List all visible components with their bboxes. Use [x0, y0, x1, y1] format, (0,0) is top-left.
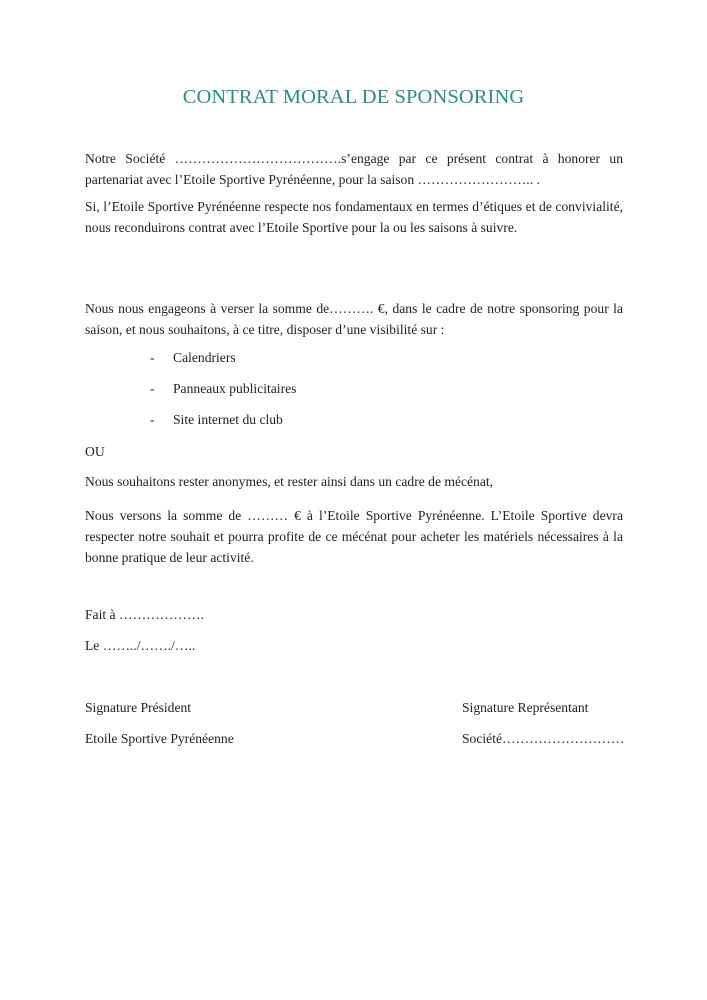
- list-item-label: Site internet du club: [173, 412, 283, 427]
- donation-paragraph: Nous versons la somme de ……… € à l’Etoile Sportive Pyrénéenne. L’Etoile Sportive devra respecter notre souhait et pourra profite de ce mécénat pour acheter les matériels nécessaires à la bonne pratique de leur activité.: [85, 508, 623, 565]
- list-item: [150, 379, 296, 399]
- signature-company-field: Société………………………: [462, 731, 625, 746]
- renewal-paragraph: Si, l’Etoile Sportive Pyrénéenne respecte nos fondamentaux en termes d’étiques et de convivialité, nous reconduirons contrat avec l’Etoile Sportive pour la ou les saisons à suivre.: [85, 199, 623, 235]
- list-bullet: -: [150, 381, 155, 396]
- list-item: [150, 348, 236, 368]
- commitment-paragraph: Nous nous engageons à verser la somme de………. €, dans le cadre de notre sponsoring pour la saison, et nous souhaitons, à ce titre, disposer d’une visibilité sur :: [85, 301, 623, 337]
- list-item: [150, 410, 283, 430]
- signature-representative-label: Signature Représentant: [462, 700, 589, 715]
- intro-paragraph: Notre Société ……………………………….s’engage par ce présent contrat à honorer un partenariat avec l’Etoile Sportive Pyrénéenne, pour la saison …………………….. .: [85, 151, 623, 187]
- date-field: Le ……../……./…..: [85, 638, 196, 653]
- anonymous-paragraph: Nous souhaitons rester anonymes, et rester ainsi dans un cadre de mécénat,: [85, 474, 494, 489]
- page-title: CONTRAT MORAL DE SPONSORING: [182, 86, 525, 108]
- signature-club-name: Etoile Sportive Pyrénéenne: [85, 731, 234, 746]
- or-label: OU: [85, 444, 105, 459]
- place-field: Fait à ……………….: [85, 607, 204, 622]
- list-item-label: Calendriers: [173, 350, 236, 365]
- list-item-label: Panneaux publicitaires: [173, 381, 297, 396]
- signature-president-label: Signature Président: [85, 700, 192, 715]
- list-bullet: -: [150, 350, 155, 365]
- list-bullet: -: [150, 412, 155, 427]
